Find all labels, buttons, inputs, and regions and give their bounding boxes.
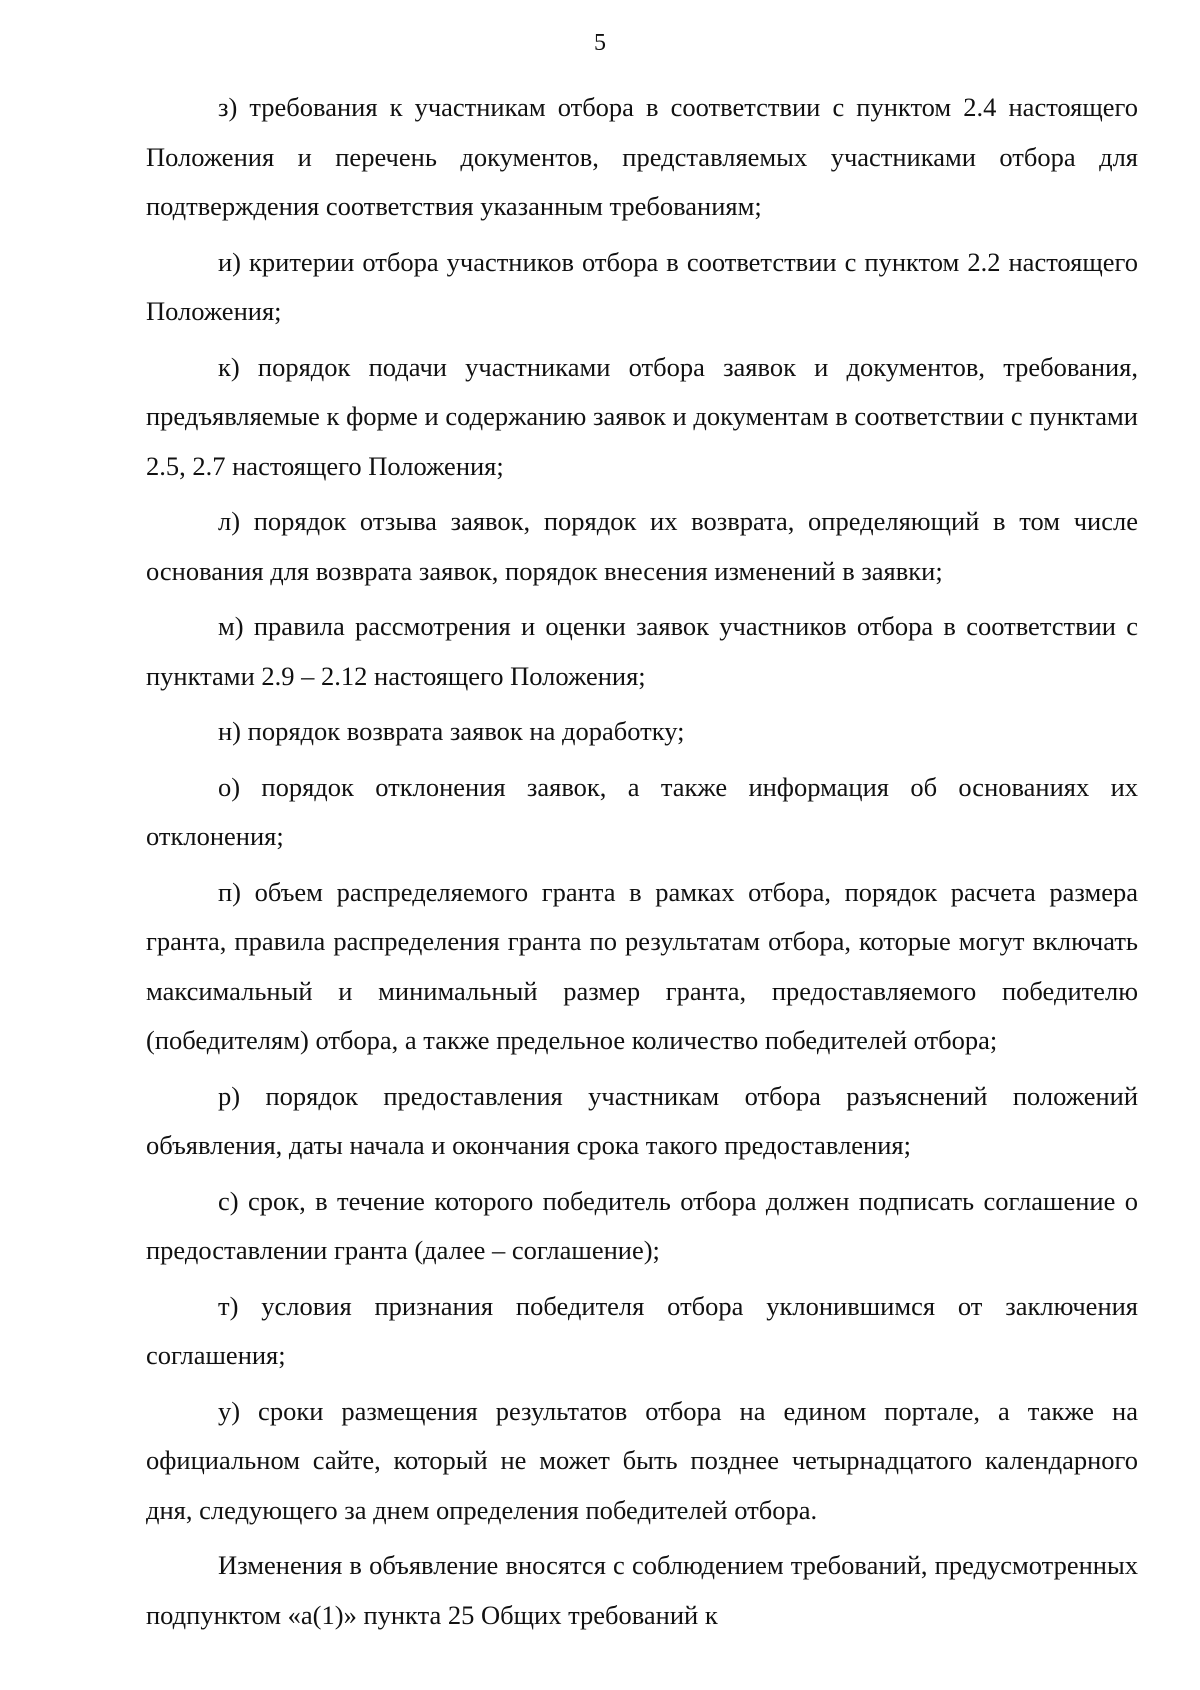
paragraph-changes: Изменения в объявление вносятся с соблюдением требований, предусмотренных подпунктом «а(1)» пункта 25 Общих требований к <box>146 1550 1138 1630</box>
paragraph-u: у) сроки размещения результатов отбора на едином портале, а также на официальном сайте, который не может быть позднее четырнадцатого календарного дня, следующего за днем определения победителей отбора. <box>146 1395 1138 1525</box>
paragraph-k: к) порядок подачи участниками отбора заявок и документов, требования, предъявляемые к форме и содержанию заявок и документам в соответствии с пунктами 2.5, 2.7 настоящего Положения; <box>146 351 1138 481</box>
paragraph-l: л) порядок отзыва заявок, порядок их возврата, определяющий в том числе основания для возврата заявок, порядок внесения изменений в заявки; <box>146 506 1138 586</box>
paragraph-o: о) порядок отклонения заявок, а также информация об основаниях их отклонения; <box>146 771 1138 851</box>
paragraph-r: р) порядок предоставления участникам отбора разъяснений положений объявления, даты начала и окончания срока такого предоставления; <box>146 1080 1138 1160</box>
paragraph-s: с) срок, в течение которого победитель отбора должен подписать соглашение о предоставлении гранта (далее – соглашение); <box>146 1185 1138 1265</box>
paragraph-p: п) объем распределяемого гранта в рамках отбора, порядок расчета размера гранта, правила распределения гранта по результатам отбора, которые могут включать максимальный и минимальный размер гранта, предоставляемого победителю (победителям) отбора, а также предельное количество победителей отбора; <box>146 876 1138 1055</box>
paragraph-n: н) порядок возврата заявок на доработку; <box>218 716 685 746</box>
paragraph-z: з) требования к участникам отбора в соответствии с пунктом 2.4 настоящего Положения и перечень документов, представляемых участниками отбора для подтверждения соответствия указанным требованиям; <box>146 92 1138 221</box>
document-body <box>146 83 1138 1646</box>
paragraph-i: и) критерии отбора участников отбора в соответствии с пунктом 2.2 настоящего Положения; <box>146 246 1138 326</box>
paragraph-t: т) условия признания победителя отбора уклонившимся от заключения соглашения; <box>146 1290 1138 1370</box>
paragraph-m: м) правила рассмотрения и оценки заявок участников отбора в соответствии с пунктами 2.9 – 2.12 настоящего Положения; <box>146 611 1138 691</box>
page-number: 5 <box>594 30 606 56</box>
